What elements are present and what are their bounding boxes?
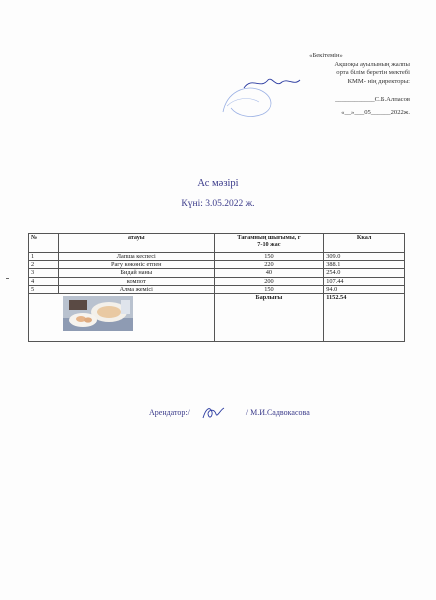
row-weight: 40 xyxy=(214,269,324,277)
approval-title: «Бекітемін» xyxy=(309,52,343,59)
row-kcal: 254.0 xyxy=(324,269,405,277)
row-kcal: 388.1 xyxy=(324,261,405,269)
row-no: 3 xyxy=(29,269,59,277)
menu-table xyxy=(28,233,405,342)
document-date: Күні: 3.05.2022 ж. xyxy=(181,199,255,209)
total-row xyxy=(29,294,405,342)
row-weight: 150 xyxy=(214,285,324,293)
approval-line-3: КММ- нің директоры: xyxy=(347,77,410,85)
row-name: Бидай наны xyxy=(58,269,214,277)
footer-signature xyxy=(149,404,310,422)
row-name: Алма жемісі xyxy=(58,285,214,293)
row-weight: 150 xyxy=(214,253,324,261)
row-no: 2 xyxy=(29,261,59,269)
scan-mark xyxy=(6,278,9,279)
tenant-name: / М.И.Садвокасова xyxy=(245,407,310,417)
header-weight-line1: Тағамның шығымы, г xyxy=(237,234,301,241)
tenant-label: Арендатор:/ xyxy=(149,407,190,417)
table-row xyxy=(29,277,405,285)
total-kcal: 1152.54 xyxy=(324,294,405,342)
row-kcal: 107.44 xyxy=(324,277,405,285)
row-kcal: 94.0 xyxy=(324,285,405,293)
row-no: 4 xyxy=(29,277,59,285)
header-kcal: Ккал xyxy=(324,234,405,253)
tenant-signature xyxy=(200,404,226,422)
table-row xyxy=(29,261,405,269)
header-weight-line2: 7-10 жас xyxy=(257,241,281,249)
row-name: компот xyxy=(58,277,214,285)
approval-line-1: Ақшоқы ауылының жалпы xyxy=(334,60,410,68)
table-row xyxy=(29,269,405,277)
row-weight: 200 xyxy=(214,277,324,285)
row-kcal: 309.0 xyxy=(324,253,405,261)
table-header xyxy=(29,234,405,253)
header-weight xyxy=(214,234,324,253)
table-row xyxy=(29,253,405,261)
header-no: № xyxy=(29,234,59,253)
row-name: Лапша кеспесі xyxy=(58,253,214,261)
director-name: ____________С.Б.Алпасов xyxy=(335,96,410,104)
approval-line-2: орта білім беретін мектебі xyxy=(336,69,410,77)
food-photo xyxy=(63,296,133,331)
header-name: атауы xyxy=(58,234,214,253)
document-title: Ас мәзірі xyxy=(197,178,239,189)
approval-date: «__»___05______2022ж. xyxy=(341,108,410,116)
row-name: Рагу көкөніс етпен xyxy=(58,261,214,269)
row-no: 1 xyxy=(29,253,59,261)
total-label: Барлығы xyxy=(214,294,324,342)
row-no: 5 xyxy=(29,285,59,293)
food-photo-cell xyxy=(29,294,215,342)
approval-block xyxy=(260,52,410,118)
row-weight: 220 xyxy=(214,261,324,269)
director-signature xyxy=(242,74,302,92)
table-row xyxy=(29,285,405,293)
